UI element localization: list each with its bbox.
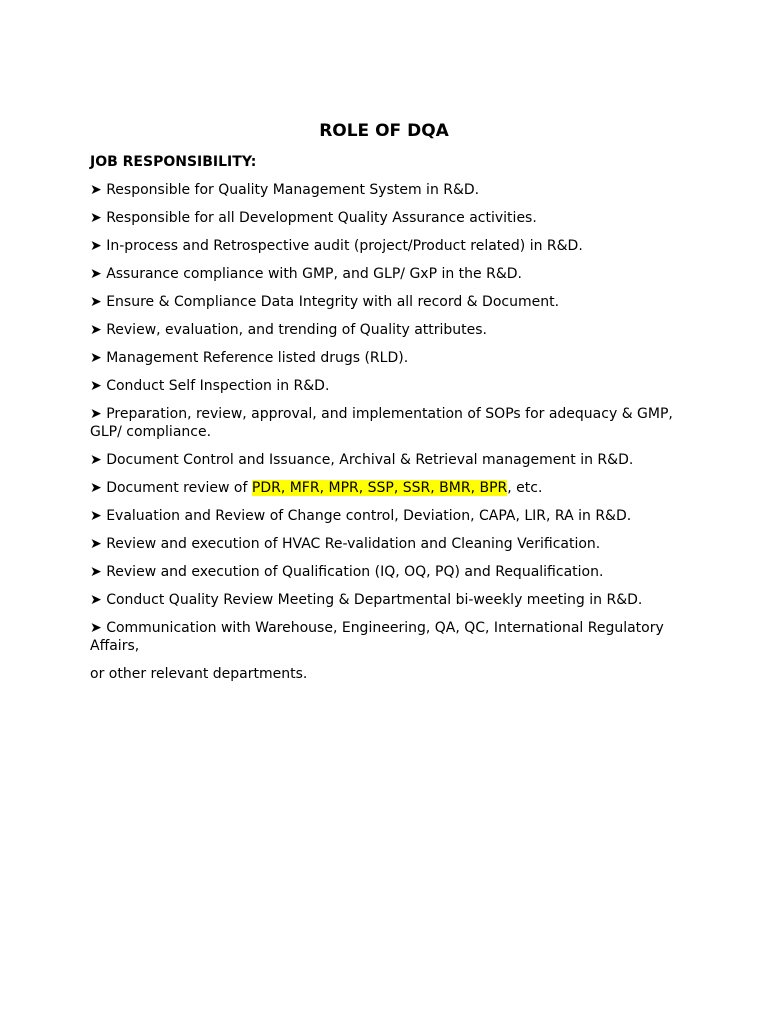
list-item: ➤ Evaluation and Review of Change control, Deviation, CAPA, LIR, RA in R&D. (90, 508, 632, 524)
list-item: ➤ In-process and Retrospective audit (project/Product related) in R&D. (90, 238, 583, 254)
list-item: ➤ Review, evaluation, and trending of Quality attributes. (90, 322, 488, 338)
bullet-arrow-icon: ➤ (90, 182, 102, 198)
list-item: ➤ Preparation, review, approval, and implementation of SOPs for adequacy & GMP, GLP/ compliance. (90, 406, 673, 440)
list-item-document-review: ➤ Document review of PDR, MFR, MPR, SSP, SSR, BMR, BPR, etc. (90, 480, 543, 496)
bullet-arrow-icon: ➤ (90, 480, 102, 496)
list-item: ➤ Document Control and Issuance, Archival & Retrieval management in R&D. (90, 452, 634, 468)
responsibility-section (90, 153, 680, 693)
list-item: ➤ Ensure & Compliance Data Integrity with all record & Document. (90, 294, 560, 310)
list-item: ➤ Conduct Quality Review Meeting & Departmental bi-weekly meeting in R&D. (90, 592, 643, 608)
bullet-arrow-icon: ➤ (90, 452, 102, 468)
bullet-arrow-icon: ➤ (90, 322, 102, 338)
bullet-arrow-icon: ➤ (90, 210, 102, 226)
closing-text: or other relevant departments. (90, 666, 308, 682)
list-item: ➤ Responsible for Quality Management System in R&D. (90, 182, 480, 198)
bullet-arrow-icon: ➤ (90, 592, 102, 608)
list-item: ➤ Conduct Self Inspection in R&D. (90, 378, 330, 394)
bullet-arrow-icon: ➤ (90, 350, 102, 366)
bullet-arrow-icon: ➤ (90, 406, 102, 422)
list-item: ➤ Management Reference listed drugs (RLD). (90, 350, 409, 366)
highlighted-text: PDR, MFR, MPR, SSP, SSR, BMR, BPR (251, 480, 508, 496)
page-title: ROLE OF DQA (319, 121, 449, 141)
bullet-arrow-icon: ➤ (90, 564, 102, 580)
bullet-arrow-icon: ➤ (90, 266, 102, 282)
list-item: ➤ Responsible for all Development Quality Assurance activities. (90, 210, 537, 226)
list-item: ➤ Communication with Warehouse, Engineering, QA, QC, International Regulatory Affairs, (90, 620, 664, 654)
bullet-arrow-icon: ➤ (90, 294, 102, 310)
bullet-arrow-icon: ➤ (90, 378, 102, 394)
bullet-arrow-icon: ➤ (90, 536, 102, 552)
section-heading: JOB RESPONSIBILITY: (90, 154, 257, 170)
list-item: ➤ Assurance compliance with GMP, and GLP/ GxP in the R&D. (90, 266, 522, 282)
list-item: ➤ Review and execution of HVAC Re-validation and Cleaning Verification. (90, 536, 601, 552)
bullet-arrow-icon: ➤ (90, 508, 102, 524)
bullet-arrow-icon: ➤ (90, 620, 102, 636)
list-item: ➤ Review and execution of Qualification (IQ, OQ, PQ) and Requalification. (90, 564, 604, 580)
bullet-arrow-icon: ➤ (90, 238, 102, 254)
